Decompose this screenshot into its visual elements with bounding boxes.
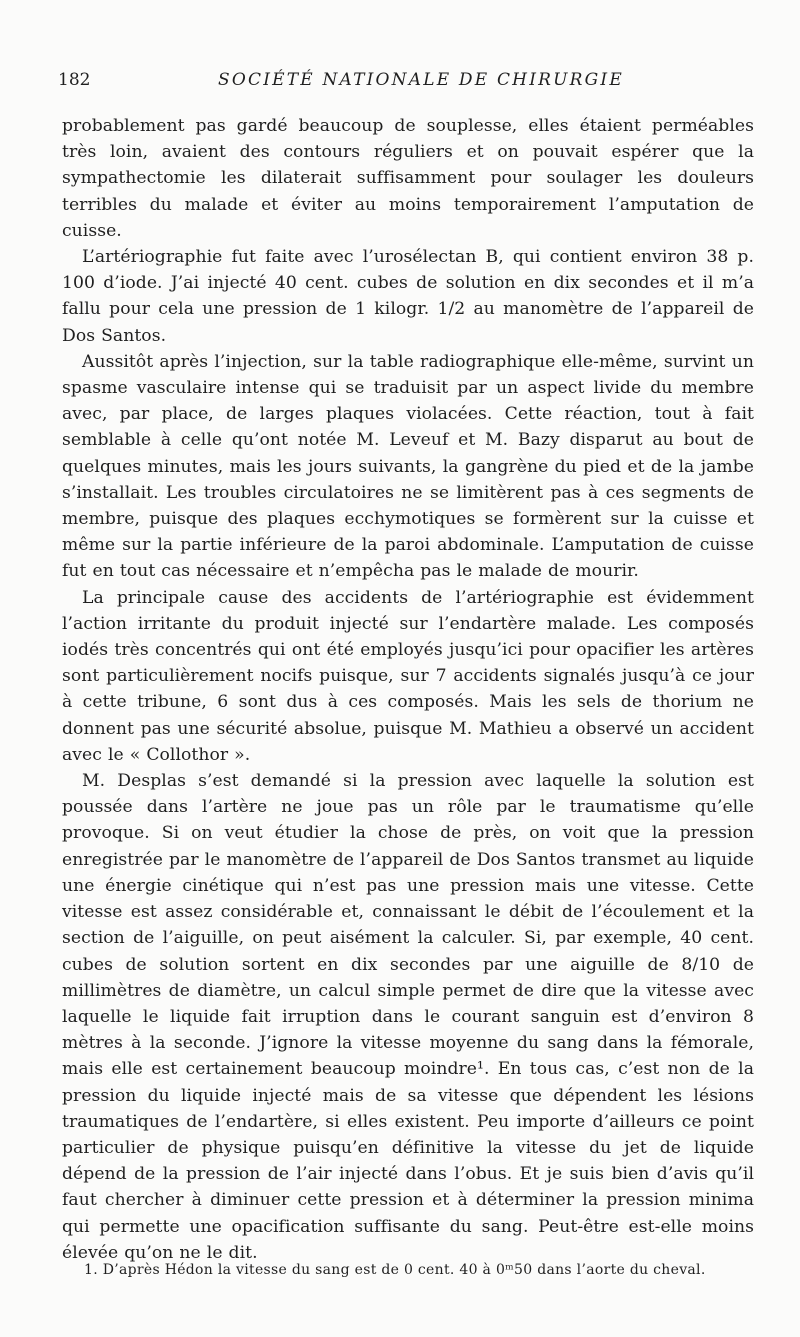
- footnote: 1. D’après Hédon la vitesse du sang est de 0 cent. 40 à 0ᵐ50 dans l’aorte du cheval.: [84, 1262, 706, 1278]
- paragraph-2: L’artériographie fut faite avec l’urosélectan B, qui contient environ 38 p. 100 d’iode. J’ai injecté 40 cent. cubes de solution en dix secondes et il m’a fallu pour cela une pression de 1 kilogr. 1/2 au manomètre de l’appareil de Dos Santos.: [62, 247, 754, 346]
- body-text: [62, 113, 754, 1266]
- paragraph-5: M. Desplas s’est demandé si la pression avec laquelle la solution est poussée dans l’artère ne joue pas un rôle par le traumatisme qu’elle provoque. Si on veut étudier la chose de près, on voit que la pression enregistrée par le manomètre de l’appareil de Dos Santos transmet au liquide une énergie cinétique qui n’est pas une pression mais une vitesse. Cette vitesse est assez considérable et, connaissant le débit de l’écoulement et la section de l’aiguille, on peut aisément la calculer. Si, par exemple, 40 cent. cubes de solution sortent en dix secondes par une aiguille de 8/10 de millimètres de diamètre, un calcul simple permet de dire que la vitesse avec laquelle le liquide fait irruption dans le courant sanguin est d’environ 8 mètres à la seconde. J’ignore la vitesse moyenne du sang dans la fémorale, mais elle est certainement beaucoup moindre¹. En tous cas, c’est non de la pression du liquide injecté mais de sa vitesse que dépendent les lésions traumatiques de l’endartère, si elles existent. Peu importe d’ailleurs ce point particulier de physique puisqu’en définitive la vitesse du jet de liquide dépend de la pression de l’air injecté dans l’obus. Et je suis bien d’avis qu’il faut chercher à diminuer cette pression et à déterminer la pression minima qui permette une opacification suffisante du sang. Peut-être est-elle moins élevée qu’on ne le dit.: [62, 771, 754, 1263]
- running-head: SOCIÉTÉ NATIONALE DE CHIRURGIE: [218, 70, 624, 90]
- paragraph-3: Aussitôt après l’injection, sur la table radiographique elle-même, survint un spasme vasculaire intense qui se traduisit par un aspect livide du membre avec, par place, de larges plaques violacées. Cette réaction, tout à fait semblable à celle qu’ont notée M. Leveuf et M. Bazy disparut au bout de quelques minutes, mais les jours suivants, la gangrène du pied et de la jambe s’installait. Les troubles circulatoires ne se limitèrent pas à ces segments de membre, puisque des plaques ecchymotiques se formèrent sur la cuisse et même sur la partie inférieure de la paroi abdominale. L’amputation de cuisse fut en tout cas nécessaire et n’empêcha pas le malade de mourir.: [62, 351, 754, 582]
- page-number: 182: [58, 70, 91, 90]
- paragraph-4: La principale cause des accidents de l’artériographie est évidemment l’action irritante du produit injecté sur l’endartère malade. Les composés iodés très concentrés qui ont été employés jusqu’ici pour opacifier les artères sont particulièrement nocifs puisque, sur 7 accidents signalés jusqu’à ce jour à cette tribune, 6 sont dus à ces composés. Mais les sels de thorium ne donnent pas une sécurité absolue, puisque M. Mathieu a observé un accident avec le « Collothor ».: [62, 587, 754, 765]
- page-header: [58, 70, 758, 100]
- paragraph-1: probablement pas gardé beaucoup de souplesse, elles étaient perméables très loin, avaient des contours réguliers et on pouvait espérer que la sympathectomie les dilaterait suffisamment pour soulager les douleurs terribles du malade et éviter au moins temporairement l’amputation de cuisse.: [62, 116, 754, 241]
